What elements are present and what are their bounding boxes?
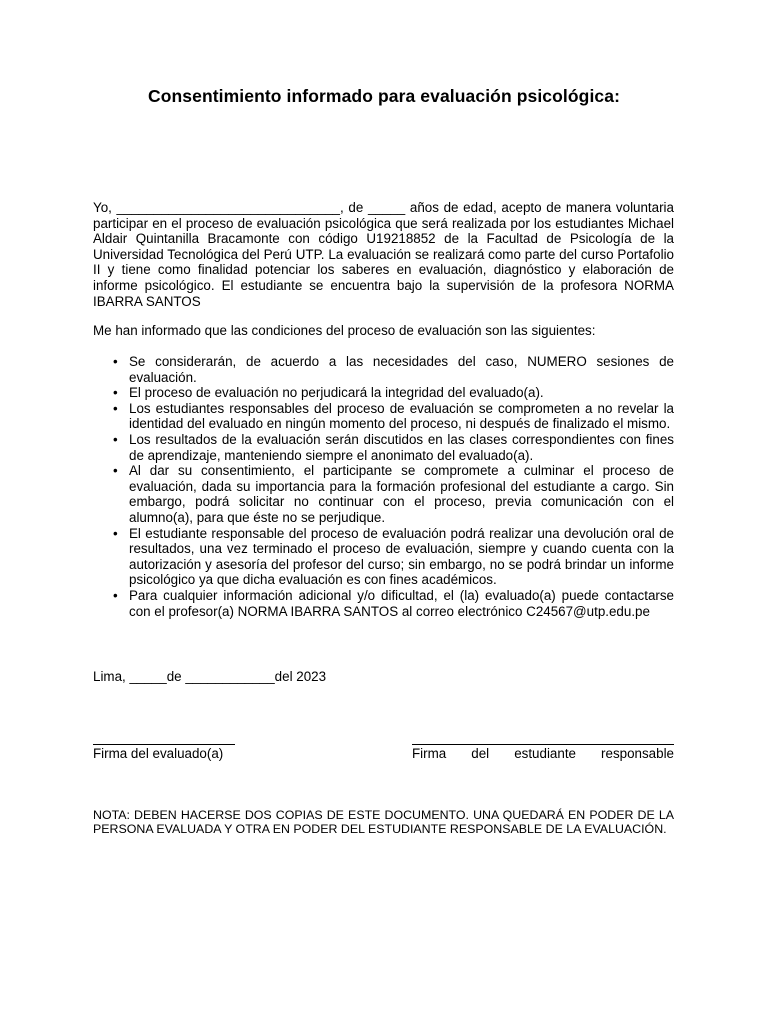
- list-item: [93, 354, 674, 385]
- copies-note: NOTA: DEBEN HACERSE DOS COPIAS DE ESTE DOCUMENTO. UNA QUEDARÁ EN PODER DE LA PERSONA EVALUADA Y OTRA EN PODER DEL ESTUDIANTE RESPONSABLE DE LA EVALUACIÓN.: [93, 808, 674, 837]
- evaluated-signature-line: [93, 730, 235, 745]
- bullet-icon: •: [113, 385, 118, 401]
- bullet-icon: •: [113, 525, 118, 541]
- list-item: [93, 588, 674, 619]
- condition-text: El proceso de evaluación no perjudicará la integridad del evaluado(a).: [129, 385, 544, 401]
- condition-text: Para cualquier información adicional y/o dificultad, el (la) evaluado(a) puede contactarse con el profesor(a) NORMA IBARRA SANTOS al correo electrónico C24567@utp.edu.pe: [129, 587, 674, 619]
- condition-text: El estudiante responsable del proceso de evaluación podrá realizar una devolución oral de resultados, una vez terminado el proceso de evaluación, siempre y cuando cuenta con la autorización y asesoría del profesor del curso; sin embargo, no se podrá brindar un informe psicológico ya que dicha evaluación es con fines académicos.: [129, 525, 674, 588]
- bullet-icon: •: [113, 400, 118, 416]
- bullet-icon: •: [113, 463, 118, 479]
- condition-text: Los estudiantes responsables del proceso de evaluación se comprometen a no revelar la identidad del evaluado en ningún momento del proceso, ni después de finalizado el mismo.: [129, 400, 674, 432]
- date-line: Lima, _____de ____________del 2023: [93, 669, 327, 684]
- bullet-icon: •: [113, 587, 118, 603]
- list-item: [93, 432, 674, 463]
- student-signature-line: [412, 730, 674, 745]
- list-item: [93, 463, 674, 525]
- bullet-icon: •: [113, 354, 118, 369]
- document-title: Consentimiento informado para evaluación psicológica:: [147, 86, 621, 106]
- list-item: [93, 385, 674, 401]
- student-signature-label: Firma del estudiante responsable: [412, 746, 674, 761]
- list-item: [93, 526, 674, 588]
- conditions-list: [93, 354, 674, 619]
- intro-paragraph: Yo, ______________________________, de _____ años de edad, acepto de manera voluntaria participar en el proceso de evaluación psicológica que será realizada por los estudiantes Michael Aldair Quintanilla Bracamonte con código U19218852 de la Facultad de Psicología de la Universidad Tecnológica del Perú UTP. La evaluación se realizará como parte del curso Portafolio II y tiene como finalidad potenciar los saberes en evaluación, diagnóstico y elaboración de informe psicológico. El estudiante se encuentra bajo la supervisión de la profesora NORMA IBARRA SANTOS: [93, 200, 674, 309]
- list-item: [93, 401, 674, 432]
- conditions-lead: Me han informado que las condiciones del proceso de evaluación son las siguientes:: [93, 323, 596, 338]
- condition-text: Los resultados de la evaluación serán discutidos en las clases correspondientes con fines de aprendizaje, manteniendo siempre el anonimato del evaluado(a).: [129, 431, 674, 463]
- bullet-icon: •: [113, 431, 118, 447]
- condition-text: Se considerarán, de acuerdo a las necesidades del caso, NUMERO sesiones de evaluación.: [129, 354, 674, 385]
- condition-text: Al dar su consentimiento, el participante se compromete a culminar el proceso de evaluación, dada su importancia para la formación profesional del estudiante a cargo. Sin embargo, podrá solicitar no continuar con el proceso, previa comunicación con el alumno(a), para que éste no se perjudique.: [129, 463, 674, 525]
- evaluated-signature-label: Firma del evaluado(a): [93, 746, 224, 761]
